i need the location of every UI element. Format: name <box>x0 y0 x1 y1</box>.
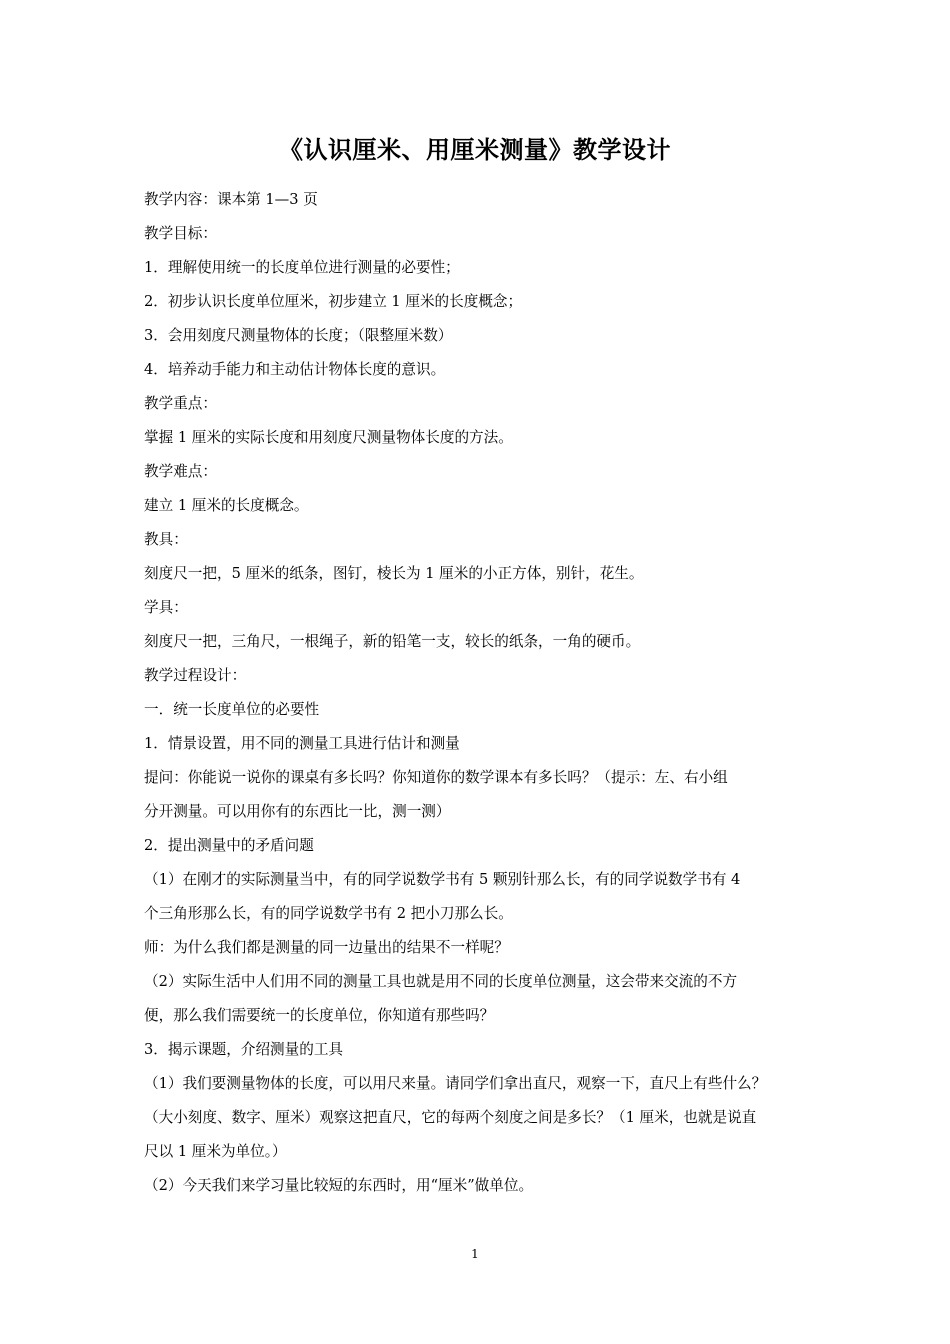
page-number: 1 <box>471 1247 479 1261</box>
paragraph-line: 1．情景设置，用不同的测量工具进行估计和测量 <box>144 735 460 752</box>
paragraph-line: 个三角形那么长，有的同学说数学书有 2 把小刀那么长。 <box>144 905 513 922</box>
paragraph-line: 刻度尺一把，三角尺，一根绳子，新的铅笔一支，较长的纸条，一角的硬币。 <box>144 633 641 650</box>
paragraph-line: 分开测量。可以用你有的东西比一比，测一测） <box>144 803 451 820</box>
paragraph-line: 刻度尺一把，5 厘米的纸条，图钉，棱长为 1 厘米的小正方体，别针，花生。 <box>144 565 644 582</box>
paragraph-line: 4．培养动手能力和主动估计物体长度的意识。 <box>144 361 446 378</box>
paragraph-line: 师：为什么我们都是测量的同一边量出的结果不一样呢？ <box>144 939 509 956</box>
paragraph-line: 2．初步认识长度单位厘米，初步建立 1 厘米的长度概念； <box>144 293 523 310</box>
paragraph-line: （2）实际生活中人们用不同的测量工具也就是用不同的长度单位测量，这会带来交流的不方 <box>144 973 738 990</box>
paragraph-line: 掌握 1 厘米的实际长度和用刻度尺测量物体长度的方法。 <box>144 429 513 446</box>
paragraph-line: 3．会用刻度尺测量物体的长度；（限整厘米数） <box>144 327 453 344</box>
paragraph-line: 一．统一长度单位的必要性 <box>144 701 320 718</box>
paragraph-line: 尺以 1 厘米为单位。） <box>144 1143 287 1160</box>
paragraph-line: 提问：你能说一说你的课桌有多长吗？你知道你的数学课本有多长吗？（提示：左、右小组 <box>144 769 728 786</box>
paragraph-line: 教具： <box>144 531 188 548</box>
paragraph-line: 学具： <box>144 599 188 616</box>
paragraph-line: 便，那么我们需要统一的长度单位，你知道有那些吗？ <box>144 1007 495 1024</box>
paragraph-line: 教学过程设计： <box>144 667 247 684</box>
document-title: 《认识厘米、用厘米测量》教学设计 <box>279 136 671 164</box>
paragraph-line: 教学目标： <box>144 225 217 242</box>
paragraph-line: （1）我们要测量物体的长度，可以用尺来量。请同学们拿出直尺，观察一下，直尺上有些什么？ <box>144 1075 767 1092</box>
paragraph-line: （2）今天我们来学习量比较短的东西时，用“厘米”做单位。 <box>144 1177 534 1194</box>
paragraph-line: 教学重点： <box>144 395 217 412</box>
paragraph-line: （大小刻度、数字、厘米）观察这把直尺，它的每两个刻度之间是多长？（1 厘米，也就是说直 <box>144 1109 757 1126</box>
paragraph-line: 2．提出测量中的矛盾问题 <box>144 837 314 854</box>
paragraph-line: （1）在刚才的实际测量当中，有的同学说数学书有 5 颗别针那么长，有的同学说数学书有 4 <box>144 871 741 888</box>
paragraph-line: 3．揭示课题，介绍测量的工具 <box>144 1041 344 1058</box>
paragraph-line: 教学内容：课本第 1—3 页 <box>144 191 318 208</box>
paragraph-line: 教学难点： <box>144 463 217 480</box>
paragraph-line: 1．理解使用统一的长度单位进行测量的必要性； <box>144 259 460 276</box>
paragraph-line: 建立 1 厘米的长度概念。 <box>144 497 309 514</box>
document-body <box>144 183 816 1203</box>
